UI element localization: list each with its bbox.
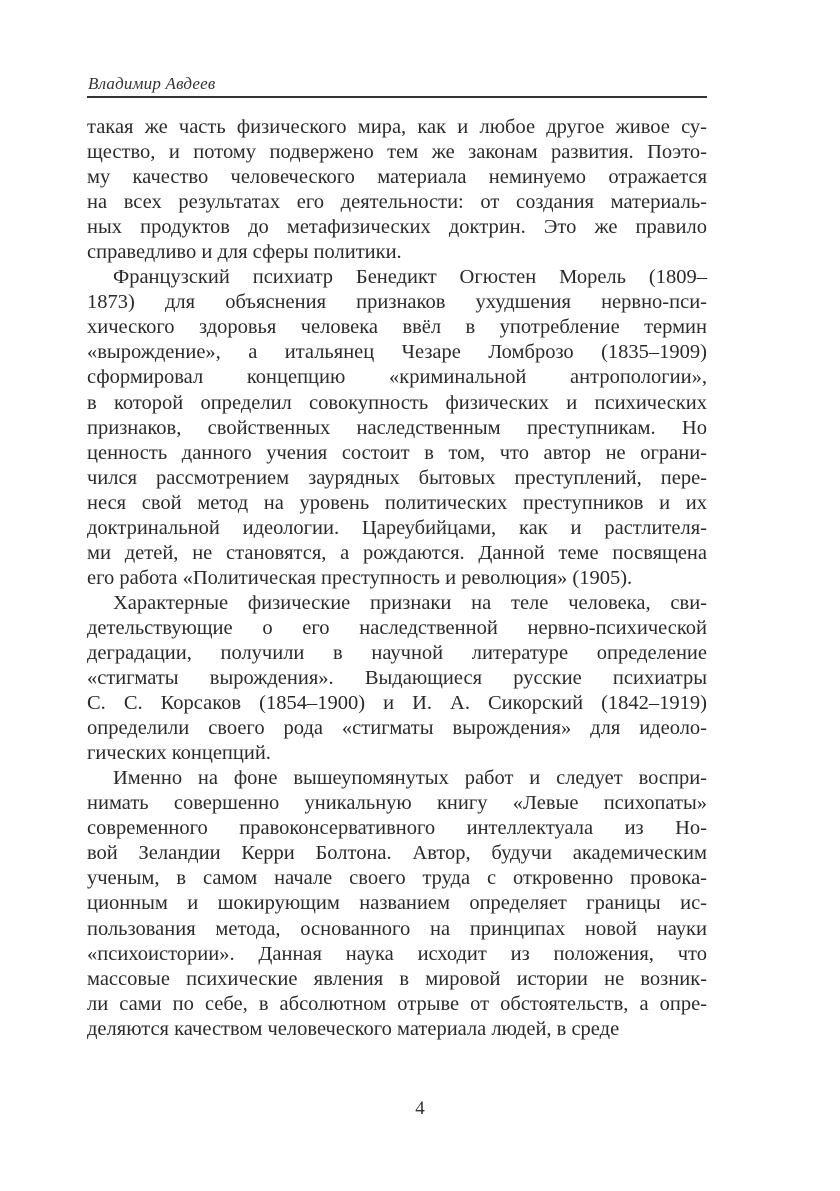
text-line: неся свой метод на уровень политических преступников и их [87,491,707,514]
text-line: пользования метода, основанного на принципах новой науки [87,917,707,940]
text-line: 1873) для объяснения признаков ухудшения нервно-пси- [87,291,707,314]
text-line: ли сами по себе, в абсолютном отрыве от обстоятельств, а опре- [87,992,707,1015]
text-line: массовые психические явления в мировой истории не возник- [87,967,707,990]
text-line: современного правоконсервативного интеллектуала из Но- [87,817,707,840]
text-line: му качество человеческого материала неминуемо отражается [87,166,707,189]
header-rule [87,96,707,98]
text-line: на всех результатах его деятельности: от создания материаль- [87,191,707,214]
paragraph [87,766,707,1042]
text-line: его работа «Политическая преступность и революция» (1905). [87,566,633,589]
text-line: «вырождение», а итальянец Чезаре Ломброзо (1835–1909) [87,341,707,364]
text-line: ценность данного учения состоит в том, что автор не ограни- [87,441,707,464]
text-line: доктринальной идеологии. Цареубийцами, как и растлителя- [87,516,707,539]
text-line: гических концепций. [87,742,271,765]
running-head: Владимир Авдеев [88,74,216,93]
text-line: признаков, свойственных наследственным преступникам. Но [87,416,707,439]
text-line: деляются качеством человеческого материала людей, в среде [87,1017,620,1040]
page-number: 4 [415,1098,425,1119]
text-line: определили своего рода «стигматы вырождения» для идеоло- [87,717,707,740]
body-text [87,115,707,1042]
paragraph [87,591,707,766]
text-line: детельствующие о его наследственной нервно-психической [87,616,707,639]
text-line: Французский психиатр Бенедикт Огюстен Морель (1809– [113,266,707,289]
text-line: нимать совершенно уникальную книгу «Левые психопаты» [87,792,707,815]
text-line: ми детей, не становятся, а рождаются. Данной теме посвящена [87,541,707,564]
text-line: хического здоровья человека ввёл в употребление термин [87,316,707,339]
text-line: Характерные физические признаки на теле человека, сви- [113,591,707,614]
text-line: ных продуктов до метафизических доктрин. Это же правило [87,216,707,239]
text-line: чился рассмотрением заурядных бытовых преступлений, пере- [87,466,707,489]
text-line: справедливо и для сферы политики. [87,241,402,264]
text-line: ученым, в самом начале своего труда с откровенно провока- [87,867,707,890]
text-line: такая же часть физического мира, как и любое другое живое су- [87,116,707,138]
text-line: щество, и потому подвержено тем же законам развития. Поэто- [87,141,707,164]
text-line: деградации, получили в научной литературе определение [87,641,707,664]
text-line: в которой определил совокупность физических и психических [87,391,707,414]
paragraph [87,115,707,265]
text-line: сформировал концепцию «криминальной антропологии», [87,366,707,389]
text-line: С. С. Корсаков (1854–1900) и И. А. Сикорский (1842–1919) [87,692,707,715]
paragraph [87,265,707,591]
text-line: Именно на фоне вышеупомянутых работ и следует воспри- [113,767,707,790]
text-line: вой Зеландии Керри Болтона. Автор, будучи академическим [87,842,707,865]
text-line: «стигматы вырождения». Выдающиеся русские психиатры [87,667,707,690]
text-line: «психоистории». Данная наука исходит из положения, что [87,942,707,965]
text-line: ционным и шокирующим названием определяет границы ис- [87,892,707,915]
